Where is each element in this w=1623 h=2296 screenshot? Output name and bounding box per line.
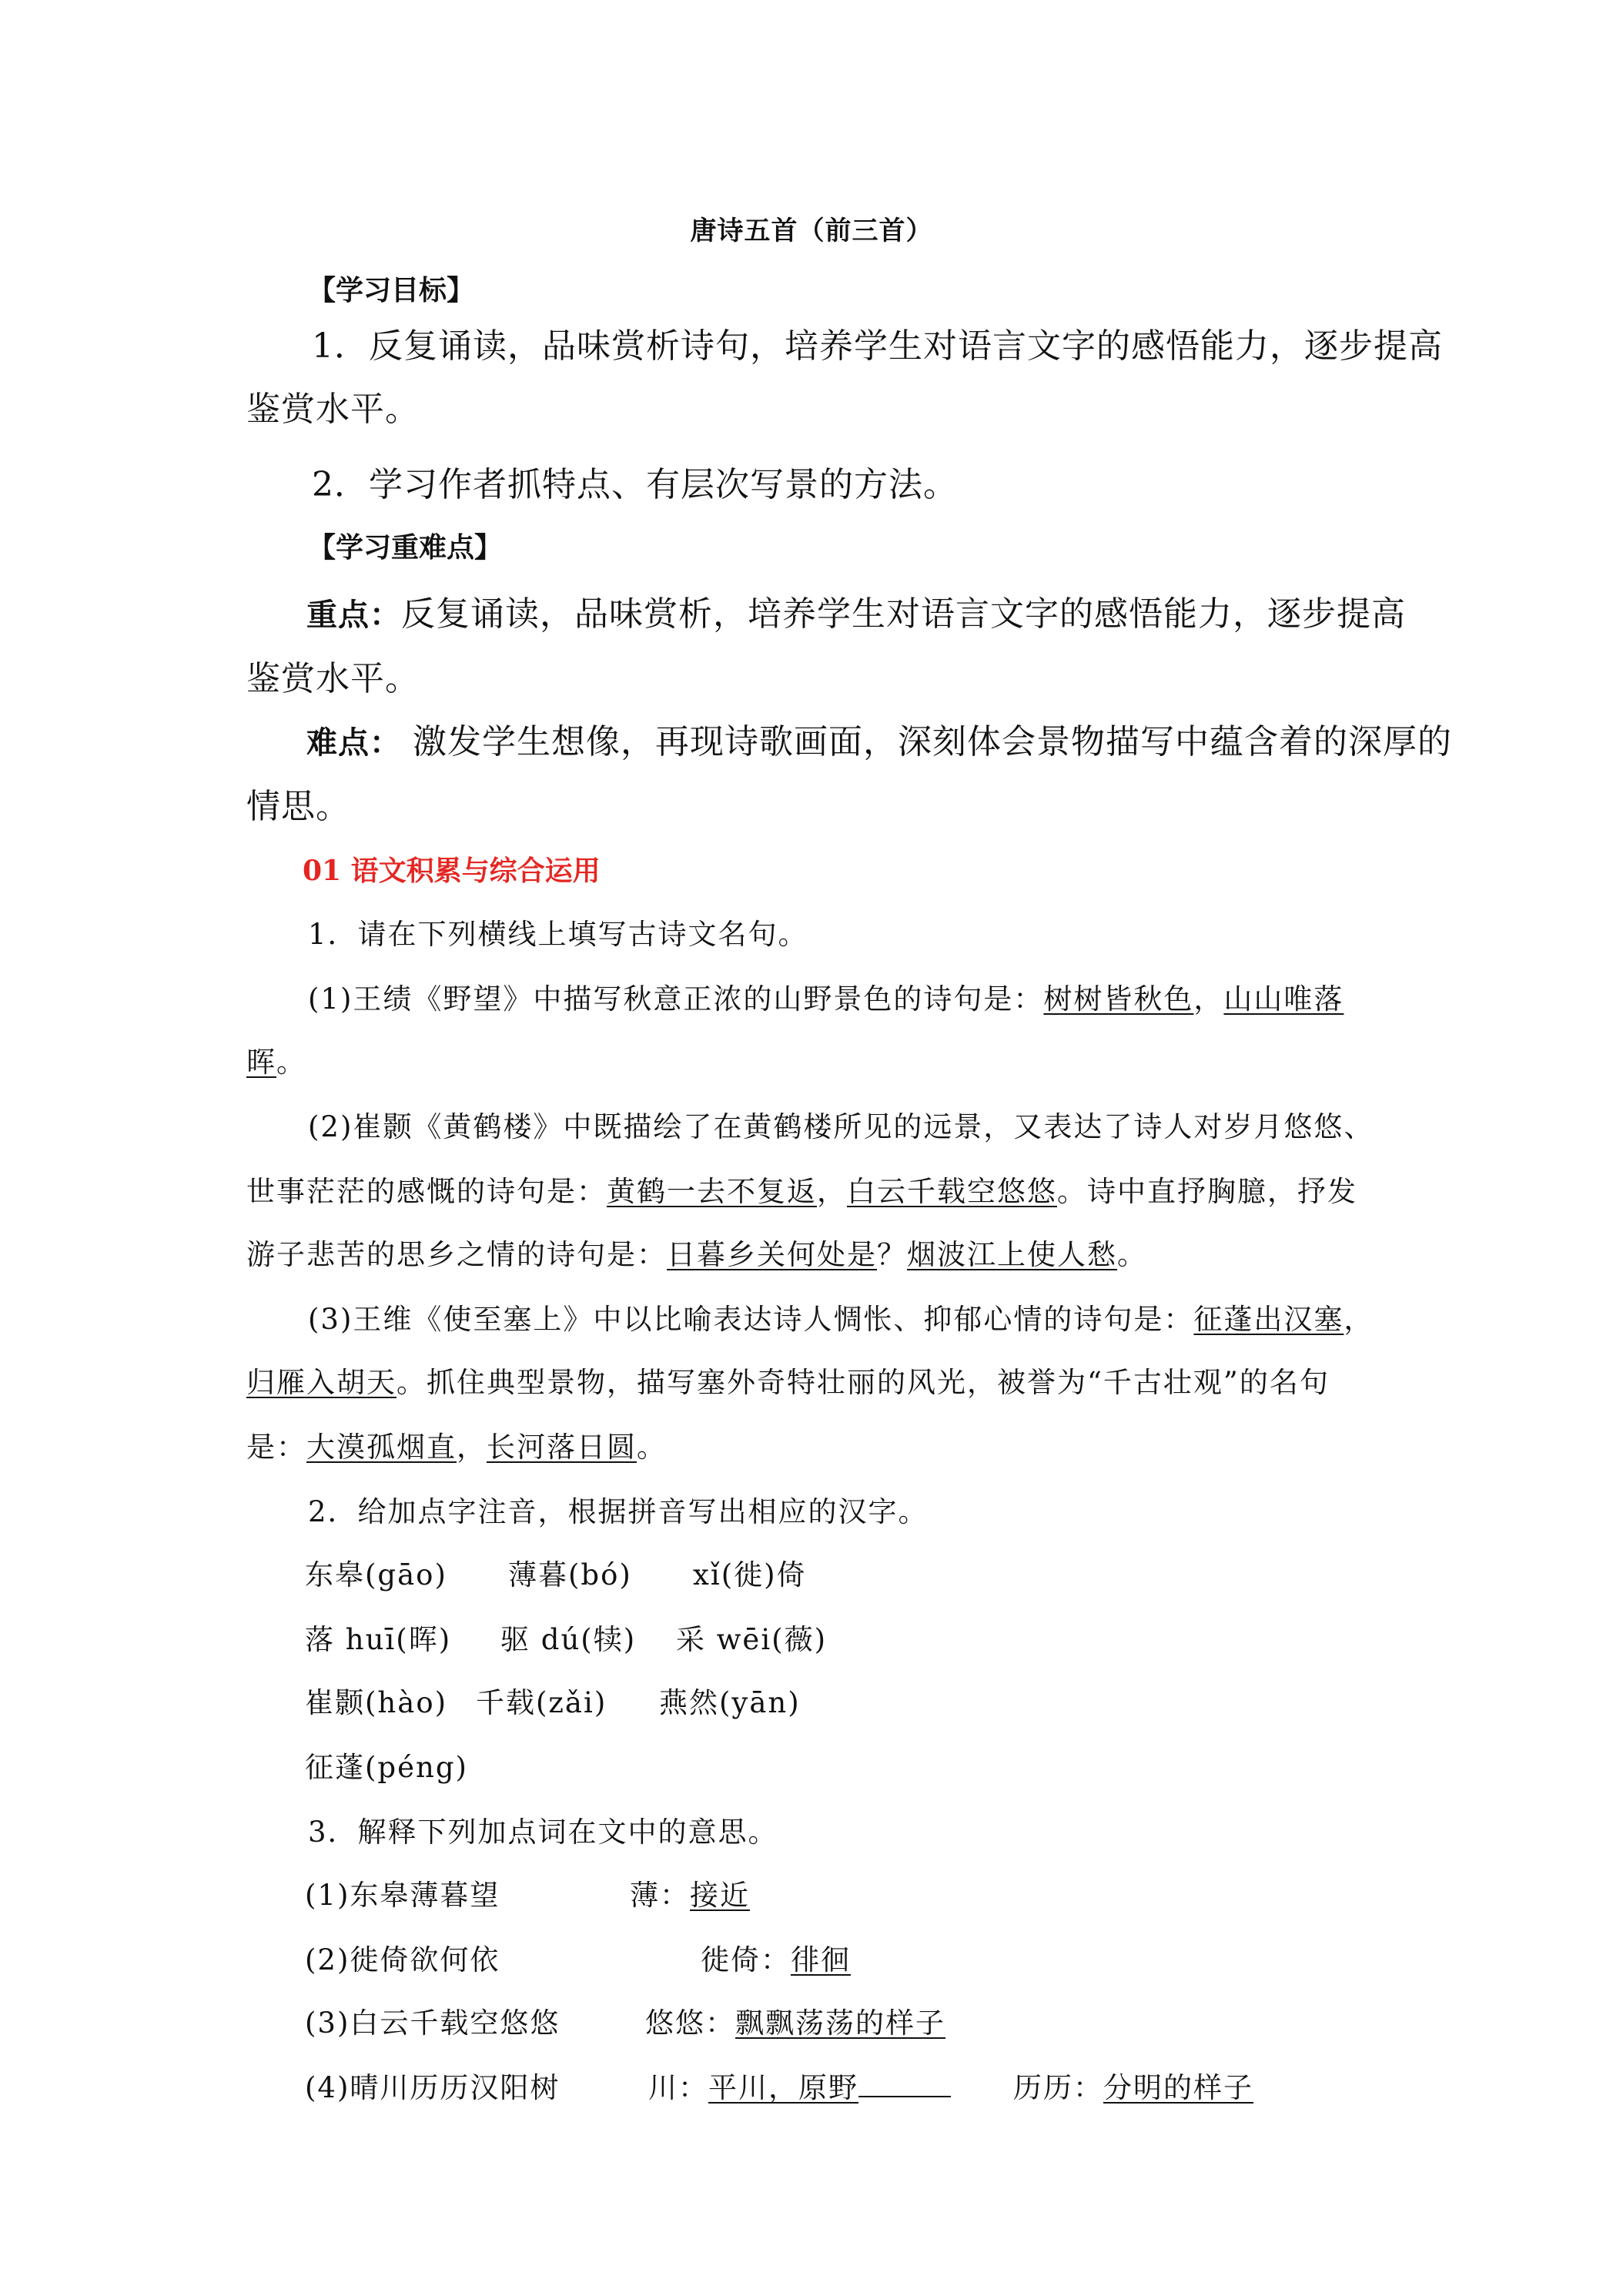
q1-p2-line-1: (2)崔颢《黄鹤楼》中既描绘了在黄鹤楼所见的远景，又表达了诗人对岁月悠悠、 (308, 1110, 1374, 1143)
q1-p3-text-b: 。抓住典型景物，描写塞外奇特壮丽的风光，被誉为“千古壮观”的名句 (397, 1366, 1330, 1399)
difficult-point-label: 难点： (306, 725, 401, 761)
q3-item-1-answer-line (630, 1879, 750, 1913)
q2-row-3-item-2: 千载(zǎi) (476, 1686, 607, 1719)
q1-p3-end: 。 (637, 1431, 667, 1464)
q2-row-2-item-1: 落 huī(晖) (305, 1623, 452, 1656)
q1-p1-line-2 (246, 1046, 306, 1079)
difficult-point-line-2: 情思。 (246, 787, 350, 826)
goal-item-1-line-1: 1．反复诵读，品味赏析诗句，培养学生对语言文字的感悟能力，逐步提高 (312, 326, 1443, 366)
q1-p3-comma-2: ， (457, 1431, 487, 1464)
q1-p2-answer-4: 烟波江上使人愁 (907, 1238, 1117, 1271)
q1-p1-text: (1)王绩《野望》中描写秋意正浓的山野景色的诗句是： (308, 982, 1044, 1016)
goal-item-2: 2．学习作者抓特点、有层次写景的方法。 (312, 465, 958, 504)
q2-row-1-item-3: xǐ(徙)倚 (693, 1558, 807, 1591)
q1-p2-text-c: 游子悲苦的思乡之情的诗句是： (246, 1238, 667, 1271)
q1-p2-text-b: 。诗中直抒胸臆，抒发 (1057, 1175, 1357, 1208)
difficult-point-line-1 (306, 722, 1452, 763)
q1-p2-question-mark: ？ (877, 1238, 907, 1271)
q2-row-1-item-2: 薄暮(bó) (508, 1558, 632, 1591)
q1-p2-answer-2: 白云千载空悠悠 (847, 1175, 1057, 1208)
q1-p1-comma: ， (1193, 982, 1224, 1016)
q3-item-2-label: 徙倚： (701, 1943, 791, 1976)
q1-p2-text-a: 世事茫茫的感慨的诗句是： (246, 1175, 607, 1208)
q3-item-4-answer-2: 分明的样子 (1103, 2071, 1253, 2104)
q3-item-4-answer-line-2 (1013, 2071, 1253, 2105)
page-title: 唐诗五首（前三首） (690, 216, 933, 246)
q1-p2-line-2 (246, 1175, 1357, 1209)
q3-item-3-answer-line (645, 2006, 945, 2040)
q3-item-1-answer: 接近 (690, 1879, 750, 1912)
q1-p1-line-1 (308, 982, 1344, 1016)
q1-p1-answer-2-cont: 晖 (246, 1046, 276, 1079)
q2-row-4-item-1: 征蓬(péng) (305, 1751, 468, 1784)
q3-item-4-label-2: 历历： (1013, 2071, 1103, 2104)
q2-row-2-item-3: 采 wēi(薇) (676, 1623, 828, 1656)
key-point-text: 反复诵读，品味赏析，培养学生对语言文字的感悟能力，逐步提高 (401, 594, 1406, 634)
q1-p3-text-c: 是： (246, 1431, 306, 1464)
goal-item-1-line-2: 鉴赏水平。 (246, 390, 420, 429)
q1-p3-text-a: (3)王维《使至塞上》中以比喻表达诗人惆怅、抑郁心情的诗句是： (308, 1303, 1194, 1336)
q3-item-1-text: (1)东皋薄暮望 (305, 1879, 500, 1912)
q2-row-3-item-3: 燕然(yān) (659, 1686, 801, 1719)
q3-item-4-label-1: 川： (648, 2071, 708, 2104)
q3-item-3-text: (3)白云千载空悠悠 (305, 2006, 561, 2040)
difficult-point-text: 激发学生想像，再现诗歌画面，深刻体会景物描写中蕴含着的深厚的 (401, 722, 1452, 761)
q1-p2-comma: ， (817, 1175, 847, 1208)
key-point-line-1 (306, 594, 1406, 635)
q3-item-3-answer: 飘飘荡荡的样子 (735, 2006, 945, 2040)
q3-item-2-text: (2)徙倚欲何依 (305, 1943, 500, 1976)
q1-p2-answer-1: 黄鹤一去不复返 (607, 1175, 817, 1208)
q3-stem: 3．解释下列加点词在文中的意思。 (308, 1816, 778, 1849)
q1-p2-line-3 (246, 1238, 1147, 1272)
q1-p3-line-1 (308, 1303, 1374, 1337)
q3-item-4-answer-line-1 (648, 2071, 951, 2105)
q3-item-2-answer: 徘徊 (791, 1943, 851, 1976)
q1-p1-answer-2: 山山唯落 (1223, 982, 1344, 1016)
goals-heading: 【学习目标】 (308, 274, 475, 306)
keypoints-heading: 【学习重难点】 (308, 531, 503, 564)
q2-stem: 2．给加点字注音，根据拼音写出相应的汉字。 (308, 1495, 929, 1528)
q1-p1-answer-1: 树树皆秋色 (1043, 982, 1194, 1016)
q1-p3-answer-1: 征蓬出汉塞 (1193, 1303, 1344, 1336)
q3-item-2-answer-line (701, 1943, 851, 1977)
q1-p3-comma: ， (1344, 1303, 1374, 1336)
q3-item-4-text: (4)晴川历历汉阳树 (305, 2071, 561, 2104)
q1-p2-end: 。 (1117, 1238, 1147, 1271)
q1-p3-answer-3: 大漠孤烟直 (306, 1431, 457, 1464)
key-point-label: 重点： (306, 597, 401, 633)
key-point-line-2: 鉴赏水平。 (246, 659, 420, 698)
q3-item-1-label: 薄： (630, 1879, 690, 1912)
q3-item-3-label: 悠悠： (645, 2006, 735, 2040)
q1-stem: 1．请在下列横线上填写古诗文名句。 (308, 918, 808, 951)
q1-p3-answer-2: 归雁入胡天 (246, 1366, 397, 1399)
q2-row-1-item-1: 东皋(gāo) (305, 1558, 447, 1591)
q3-item-4-answer-1: 平川，原野 (708, 2071, 858, 2104)
q1-p3-line-3 (246, 1431, 667, 1464)
q1-p3-answer-4: 长河落日圆 (487, 1431, 637, 1464)
q2-row-3-item-1: 崔颢(hào) (305, 1686, 448, 1719)
q1-p3-line-2 (246, 1366, 1330, 1400)
q2-row-2-item-2: 驱 dú(犊) (500, 1623, 637, 1656)
section-heading: 01 语文积累与综合运用 (303, 855, 601, 887)
q1-p2-answer-3: 日暮乡关何处是 (667, 1238, 877, 1271)
q3-item-4-blank-line (858, 2073, 951, 2097)
q1-p1-end: 。 (276, 1046, 306, 1079)
